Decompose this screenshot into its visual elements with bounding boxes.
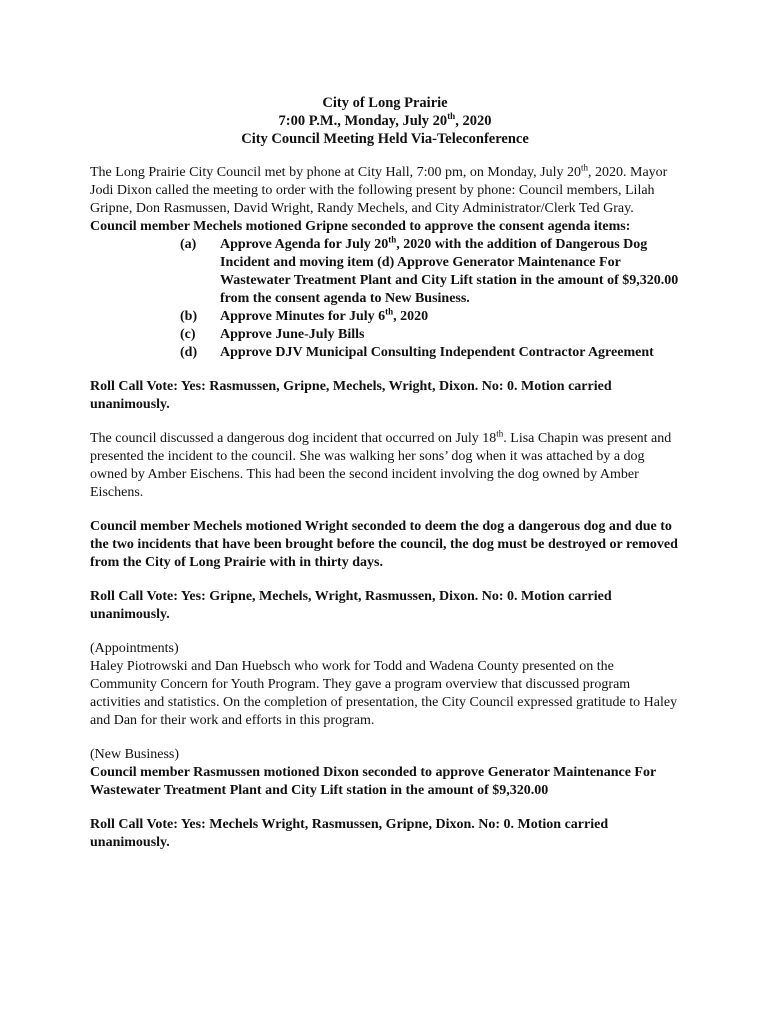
- intro-paragraph: The Long Prairie City Council met by phone at City Hall, 7:00 pm, on Monday, July 20th, 2020. Mayor Jodi Dixon called the meeting to order with the following present by phone: Council members, Lilah Gripne, Don Rasmussen, David Wright, Randy Mechels, and City Administrator/Clerk Ted Gray.: [90, 162, 668, 216]
- minutes-body: [90, 94, 680, 852]
- consent-roll-call-vote: Roll Call Vote: Yes: Rasmussen, Gripne, Mechels, Wright, Dixon. No: 0. Motion carried unanimously.: [90, 379, 612, 412]
- header-city: City of Long Prairie: [322, 95, 448, 111]
- new-business-motion: Council member Rasmussen motioned Dixon seconded to approve Generator Maintenance For Wastewater Treatment Plant and City Lift station in the amount of $9,320.00: [90, 765, 656, 798]
- header-meeting: City Council Meeting Held Via-Teleconference: [241, 131, 529, 147]
- new-business-roll-call-vote: Roll Call Vote: Yes: Mechels Wright, Rasmussen, Gripne, Dixon. No: 0. Motion carried unanimously.: [90, 817, 609, 850]
- dog-roll-call-vote: Roll Call Vote: Yes: Gripne, Mechels, Wright, Rasmussen, Dixon. No: 0. Motion carried unanimously.: [90, 589, 612, 622]
- list-item: (c) Approve June-July Bills: [180, 327, 365, 342]
- header-date: 7:00 P.M., Monday, July 20th, 2020: [278, 111, 492, 129]
- new-business-heading: (New Business): [90, 747, 180, 762]
- dog-motion: Council member Mechels motioned Wright seconded to deem the dog a dangerous dog and due to the two incidents that have been brought before the council, the dog must be destroyed or removed from the City of Long Prairie with in thirty days.: [90, 519, 678, 570]
- list-item: (d) Approve DJV Municipal Consulting Independent Contractor Agreement: [180, 345, 654, 360]
- appointments-paragraph: Haley Piotrowski and Dan Huebsch who work for Todd and Wadena County presented on the Community Concern for Youth Program. They gave a program overview that discussed program activities and statistics. On the completion of presentation, the City Council expressed gratitude to Haley and Dan for their work and efforts in this program.: [90, 659, 678, 728]
- list-item: (a) Approve Agenda for July 20th, 2020 with the addition of Dangerous Dog Incident and moving item (d) Approve Generator Maintenance For Wastewater Treatment Plant and City Lift station in the amount of $9,320.00 from the consent agenda to New Business.: [180, 234, 679, 306]
- document-header: [90, 94, 680, 148]
- appointments-heading: (Appointments): [90, 641, 179, 656]
- dog-incident-paragraph: The council discussed a dangerous dog incident that occurred on July 18th. Lisa Chapin was present and presented the incident to the council. She was walking her sons’ dog when it was attached by a dog owned by Amber Eischens. This had been the second incident involving the dog owned by Amber Eischens.: [90, 428, 672, 500]
- consent-agenda-list: [180, 236, 680, 362]
- list-item: (b) Approve Minutes for July 6th, 2020: [180, 306, 429, 324]
- consent-motion: Council member Mechels motioned Gripne seconded to approve the consent agenda items:: [90, 219, 631, 234]
